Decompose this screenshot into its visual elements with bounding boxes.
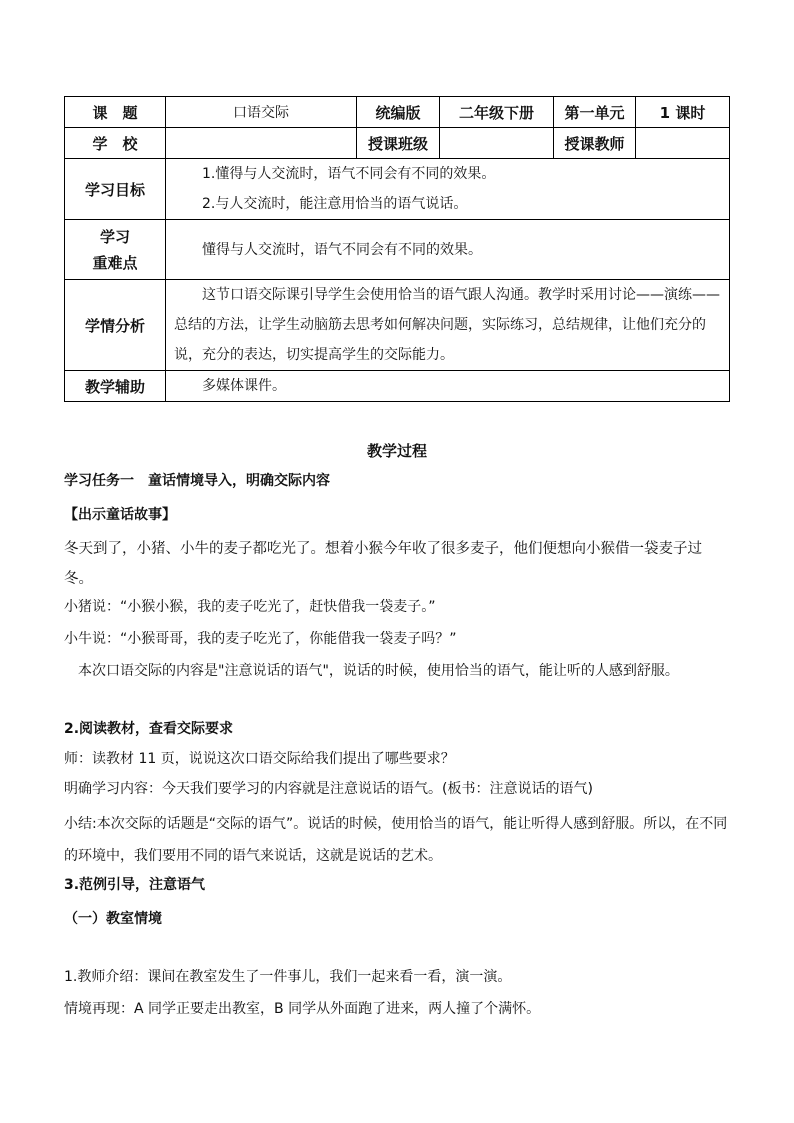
goal-item: 2.与人交流时，能注意用恰当的语气说话。	[202, 196, 468, 212]
school-label: 学 校	[65, 128, 166, 159]
class-label: 授课班级	[357, 128, 440, 159]
analysis-label: 学情分析	[65, 280, 166, 371]
teacher-instruction: 师：读教材 11 页，说说这次口语交际给我们提出了哪些要求？	[64, 751, 455, 767]
sub-classroom-heading: （一）教室情境	[64, 911, 162, 927]
teacher-label: 授课教师	[554, 128, 636, 159]
clarify-content: 明确学习内容：今天我们要学习的内容就是注意说话的语气。(板书：注意说话的语气)	[64, 781, 593, 797]
key-points-label	[65, 220, 166, 280]
edition: 统编版	[357, 97, 440, 128]
story-paragraph: 冬天到了，小猪、小牛的麦子都吃光了。想着小猴今年收了很多麦子，他们便想向小猴借一袋麦子过冬。	[64, 541, 702, 587]
grade: 二年级下册	[440, 97, 554, 128]
key-points-content	[166, 220, 730, 280]
lesson-info-table	[64, 96, 730, 402]
key-points-text: 懂得与人交流时，语气不同会有不同的效果。	[202, 241, 482, 258]
teacher-value	[636, 128, 730, 159]
pig-dialogue: 小猪说：“小猴小猴，我的麦子吃光了，赶快借我一袋麦子。”	[64, 599, 436, 615]
goals-content	[166, 159, 730, 220]
step2-heading: 2.阅读教材，查看交际要求	[64, 721, 234, 737]
goals-label: 学习目标	[65, 159, 166, 220]
class-value	[440, 128, 554, 159]
topic-label: 课 题	[65, 97, 166, 128]
content-intro: 本次口语交际的内容是"注意说话的语气"，说话的时候，使用恰当的语气，能让听的人感到舒服。	[78, 663, 679, 679]
school-value	[166, 128, 357, 159]
topic-value: 口语交际	[166, 97, 357, 128]
unit: 第一单元	[554, 97, 636, 128]
process-title: 教学过程	[366, 442, 427, 460]
hours: 1 课时	[636, 97, 730, 128]
key-label-line2: 重难点	[92, 253, 138, 272]
summary-paragraph: 小结:本次交际的话题是“交际的语气”。说话的时候，使用恰当的语气，能让听得人感到舒服。所以，在不同的环境中，我们要用不同的语气来说话，这就是说话的艺术。	[64, 816, 728, 864]
aid-label: 教学辅助	[65, 371, 166, 402]
task1-heading: 学习任务一 童话情境导入，明确交际内容	[64, 473, 330, 489]
analysis-content	[166, 280, 730, 371]
teacher-intro: 1.教师介绍：课间在教室发生了一件事儿，我们一起来看一看，演一演。	[64, 969, 512, 985]
story-heading: 【出示童话故事】	[64, 507, 176, 523]
key-label-line1: 学习	[99, 227, 130, 246]
cow-dialogue: 小牛说：“小猴哥哥，我的麦子吃光了，你能借我一袋麦子吗？”	[64, 631, 457, 647]
goal-item: 1.懂得与人交流时，语气不同会有不同的效果。	[202, 166, 496, 182]
step3-heading: 3.范例引导，注意语气	[64, 877, 206, 893]
analysis-text: 这节口语交际课引导学生会使用恰当的语气跟人沟通。教学时采用讨论——演练——总结的方法，让学生动脑筋去思考如何解决问题，实际练习，总结规律，让他们充分的说，充分的表达，切实提高学生的交际能力。	[174, 287, 720, 363]
aid-text: 多媒体课件。	[202, 378, 286, 394]
aid-content	[166, 371, 730, 402]
scene-description: 情境再现：A 同学正要走出教室，B 同学从外面跑了进来，两人撞了个满怀。	[64, 1001, 541, 1017]
